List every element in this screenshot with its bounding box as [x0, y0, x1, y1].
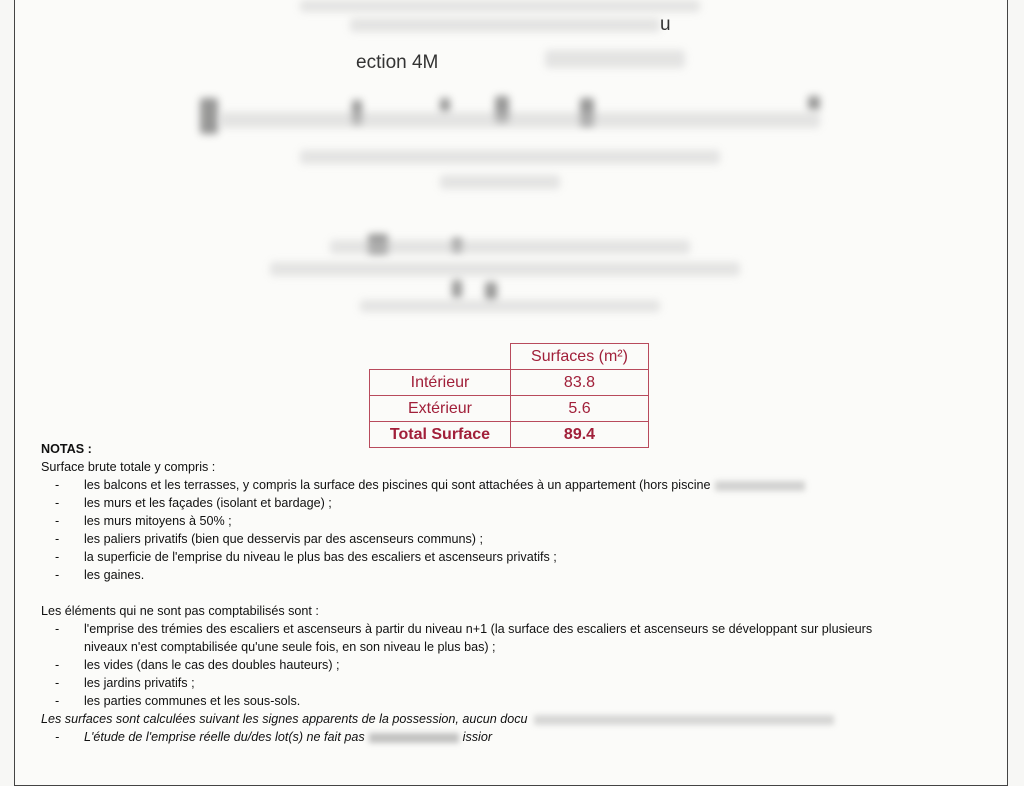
- surfaces-total-label: Total Surface: [370, 422, 511, 448]
- redacted-inline: [369, 733, 459, 743]
- header-fragment-top-right: u: [660, 14, 671, 35]
- redacted-inline: [715, 481, 805, 491]
- redacted-subtitle-line-2: [440, 175, 560, 189]
- redacted-address-line-2: [270, 262, 740, 276]
- list-item-text: l'emprise des trémies des escaliers et ascenseurs à partir du niveau n+1 (la surface des escaliers et ascenseurs se développant sur plusieurs: [84, 622, 873, 636]
- surfaces-row-label: Extérieur: [370, 396, 511, 422]
- list-item: - les paliers privatifs (bien que desservis par des ascenseurs communs) ;: [41, 530, 1001, 548]
- redacted-title-mark-1: [200, 98, 218, 134]
- redacted-header-line-2: [350, 18, 660, 32]
- redacted-title-line: [220, 112, 820, 128]
- surfaces-total-value: 89.4: [511, 422, 649, 448]
- list-item: [41, 728, 1001, 746]
- redacted-inline: [534, 715, 834, 725]
- surfaces-table-header-row: [370, 344, 649, 370]
- redacted-title-mark-6: [808, 96, 820, 110]
- redacted-address-line-1: [330, 240, 690, 254]
- surfaces-table-row: [370, 396, 649, 422]
- calc-note-text: Les surfaces sont calculées suivant les signes apparents de la possession, aucun docu: [41, 712, 528, 726]
- list-item: - les vides (dans le cas des doubles hauteurs) ;: [41, 656, 1001, 674]
- surfaces-row-label: Intérieur: [370, 370, 511, 396]
- list-item: - les murs et les façades (isolant et bardage) ;: [41, 494, 1001, 512]
- notes-title: NOTAS :: [41, 442, 92, 456]
- redacted-header-line-1: [300, 0, 700, 12]
- redacted-address-mark-4: [485, 282, 497, 300]
- surfaces-row-value: 83.8: [511, 370, 649, 396]
- surfaces-table-row: [370, 370, 649, 396]
- header-section-label: ection 4M: [356, 52, 439, 73]
- notes-section: [41, 440, 1001, 746]
- list-item-text-wrap: niveaux n'est comptabilisée qu'une seule fois, en son niveau le plus bas) ;: [84, 640, 496, 654]
- list-item: - les jardins privatifs ;: [41, 674, 1001, 692]
- included-list: [41, 476, 1001, 584]
- list-item-text-tail: issior: [462, 730, 493, 744]
- redacted-subtitle-line: [300, 150, 720, 164]
- redacted-address-line-3: [360, 300, 660, 312]
- list-item: [41, 476, 1001, 494]
- list-item-text: les balcons et les terrasses, y compris la surface des piscines qui sont attachées à un appartement (hors piscine: [84, 478, 711, 492]
- surfaces-row-value: 5.6: [511, 396, 649, 422]
- list-item: - les parties communes et les sous-sols.: [41, 692, 1001, 710]
- list-item: - la superficie de l'emprise du niveau le plus bas des escaliers et ascenseurs privatifs ;: [41, 548, 1001, 566]
- surfaces-table-header: Surfaces (m²): [511, 344, 649, 370]
- calc-note: [41, 710, 1001, 728]
- list-item-text: L'étude de l'emprise réelle du/des lot(s) ne fait pas: [84, 730, 365, 744]
- redacted-address-mark-3: [452, 280, 462, 298]
- list-item: - les gaines.: [41, 566, 1001, 584]
- list-item: - les murs mitoyens à 50% ;: [41, 512, 1001, 530]
- surfaces-table-corner: [370, 344, 511, 370]
- excluded-list: [41, 620, 1001, 710]
- redacted-header-line-3: [545, 50, 685, 68]
- surfaces-table: [369, 343, 649, 448]
- list-item: [41, 620, 1001, 656]
- final-list: [41, 728, 1001, 746]
- notes-intro: Surface brute totale y compris :: [41, 460, 216, 474]
- redacted-title-mark-3: [440, 98, 450, 112]
- excluded-intro: Les éléments qui ne sont pas comptabilisés sont :: [41, 604, 319, 618]
